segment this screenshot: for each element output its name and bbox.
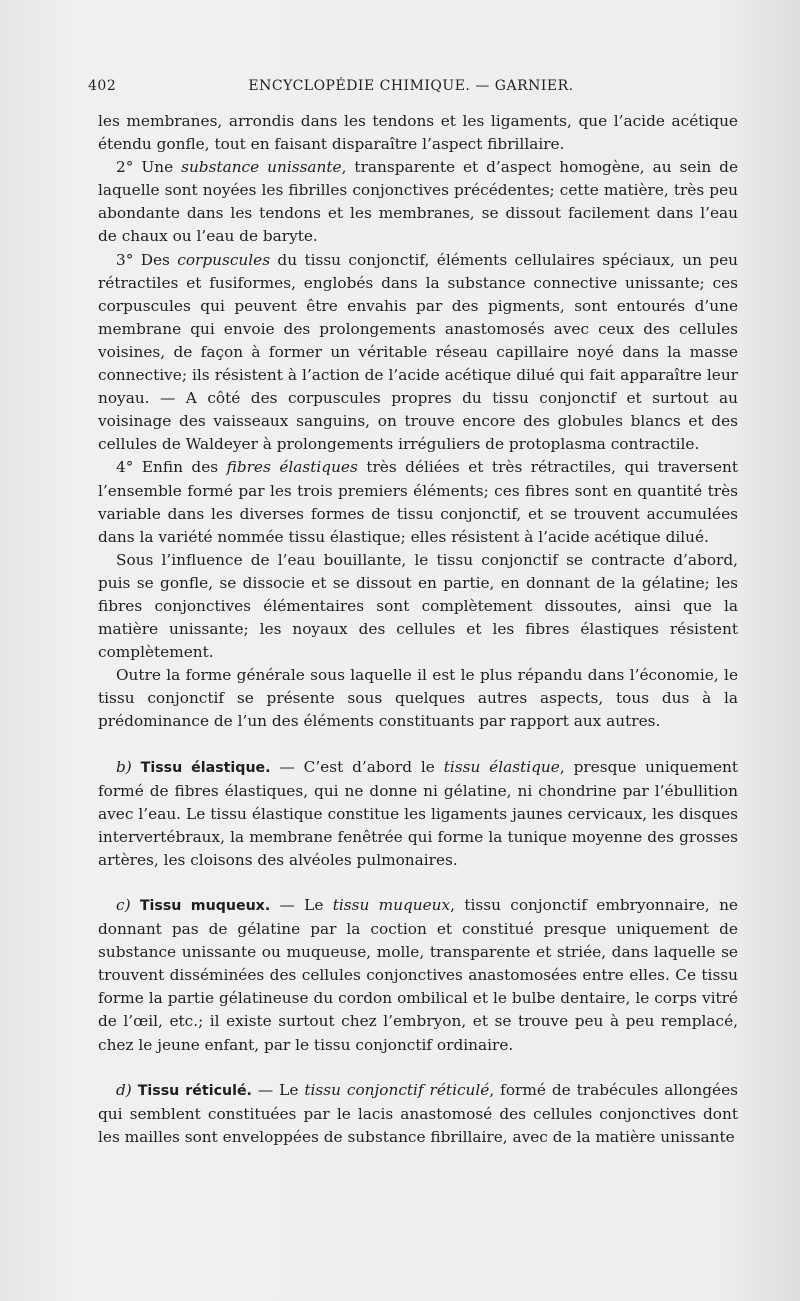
section-heading: Tissu réticulé. bbox=[137, 1082, 252, 1099]
body-text bbox=[98, 110, 738, 1149]
paragraph: 3° Des corpuscules du tissu conjonctif, éléments cellulaires spéciaux, un peu rétractiles et fusiformes, englobés dans la substance connective unissante; ces corpuscules qui peuvent être envahis par des pigments, sont entourés d’une membrane qui envoie des prolongements anastomosés avec ceux des cellules voisines, de façon à former un véritable réseau capillaire noyé dans la masse connective; ils résistent à l’action de l’acide acétique dilué qui fait apparaître leur noyau. — A côté des corpuscules propres du tissu conjonctif et surtout au voisinage des vaisseaux sanguins, on trouve encore des globules blancs et des cellules de Waldeyer à prolongements irréguliers de protoplasma contractile. bbox=[98, 250, 738, 454]
emphasis: tissu muqueux bbox=[332, 896, 451, 914]
page-number: 402 bbox=[88, 78, 117, 94]
running-header bbox=[88, 78, 734, 102]
emphasis: tissu conjonctif réticulé bbox=[304, 1080, 490, 1099]
paragraph: Sous l’influence de l’eau bouillante, le tissu conjonctif se contracte d’abord, puis se gonfle, se dissocie et se dissout en partie, en donnant de la gélatine; les fibres conjonctives élémentaires sont complètement dissoutes, ainsi que la matière unissante; les noyaux des cellules et les fibres élastiques résistent complètement. bbox=[98, 550, 738, 662]
section-tissu-elastique: b) Tissu élastique. — C’est d’abord le tissu élastique, presque uniquement formé de fibres élastiques, qui ne donne ni gélatine, ni chondrine par l’ébullition avec l’eau. Le tissu élastique constitue les ligaments jaunes cervicaux, les disques intervertébraux, la membrane fenêtrée qui forme la tunique moyenne des grosses artères, les cloisons des alvéoles pulmonaires. bbox=[98, 757, 738, 869]
emphasis: corpuscules bbox=[177, 250, 271, 269]
paragraph: les membranes, arrondis dans les tendons et les ligaments, que l’acide acétique étendu gonfle, tout en faisant disparaître l’aspect fibrillaire. bbox=[98, 112, 738, 154]
running-title: ENCYCLOPÉDIE CHIMIQUE. — GARNIER. bbox=[248, 78, 574, 94]
emphasis: substance unissante bbox=[181, 158, 342, 177]
paragraph: 4° Enfin des fibres élastiques très déliées et très rétractiles, qui traversent l’ensemble formé par les trois premiers éléments; ces fibres sont en quantité très variable dans les diverses formes de tissu conjonctif, et se trouvent accumulées dans la variété nommée tissu élastique; elles résistent à l’acide acétique dilué. bbox=[98, 458, 738, 546]
emphasis: fibres élastiques bbox=[226, 458, 358, 477]
paragraph: Outre la forme générale sous laquelle il est le plus répandu dans l’économie, le tissu conjonctif se présente sous quelques autres aspects, tous dus à la prédominance de l’un des éléments constituants par rapport aux autres. bbox=[98, 666, 738, 731]
section-tissu-reticule: d) Tissu réticulé. — Le tissu conjonctif réticulé, formé de trabécules allongées qui semblent constituées par le lacis anastomosé des cellules conjonctives dont les mailles sont enveloppées de substance fibrillaire, avec de la matière unissante bbox=[98, 1080, 738, 1146]
section-tissu-muqueux: c) Tissu muqueux. — Le tissu muqueux, tissu conjonctif embryonnaire, ne donnant pas de gélatine par la coction et constitué presque uniquement de substance unissante ou muqueuse, molle, transparente et striée, dans laquelle se trouvent disséminées des cellules conjonctives anastomosées entre elles. Ce tissu forme la partie gélatineuse du cordon ombilical et le bulbe dentaire, le corps vitré de l’œil, etc.; il existe surtout chez l’embryon, et se trouve peu à peu remplacé, chez le jeune enfant, par le tissu conjonctif ordinaire. bbox=[98, 896, 738, 1054]
paragraph: 2° Une substance unissante, transparente et d’aspect homogène, au sein de laquelle sont noyées les fibrilles conjonctives précédentes; cette matière, très peu abondante dans les tendons et les membranes, se dissout facilement dans l’eau de chaux ou l’eau de baryte. bbox=[98, 158, 738, 246]
section-heading: Tissu élastique. bbox=[140, 759, 271, 776]
section-heading: Tissu muqueux. bbox=[139, 898, 271, 914]
emphasis: tissu élastique bbox=[443, 757, 560, 776]
